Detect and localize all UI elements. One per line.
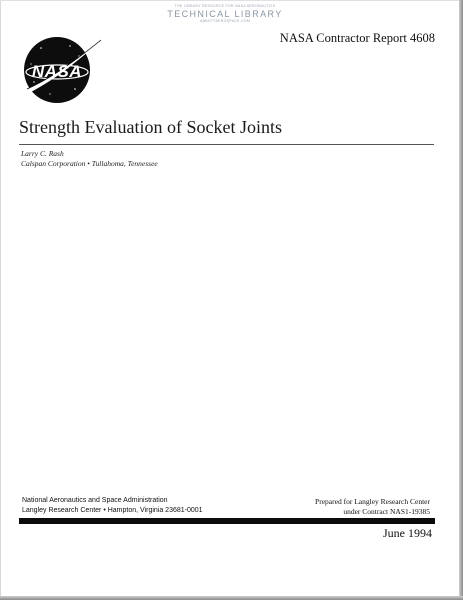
prepared-for-line: Prepared for Langley Research Center bbox=[315, 497, 430, 506]
page-edge-left bbox=[0, 0, 1, 600]
report-number: NASA Contractor Report 4608 bbox=[279, 31, 435, 45]
watermark-top-text: THE LIBRARY RESOURCE FOR NASA AERONAUTICS bbox=[174, 4, 276, 8]
title-divider bbox=[19, 144, 434, 145]
watermark-main-text: TECHNICAL LIBRARY bbox=[167, 9, 283, 19]
publisher-address: Langley Research Center • Hampton, Virginia 23681-0001 bbox=[22, 507, 203, 514]
watermark-bottom-text: ABBOTTAEROSPACE.COM bbox=[199, 19, 251, 23]
library-watermark bbox=[160, 4, 290, 24]
publication-date: June 1994 bbox=[383, 526, 432, 540]
page-edge-top bbox=[0, 0, 463, 1]
page-shadow-right bbox=[459, 0, 463, 600]
page-shadow-bottom bbox=[0, 596, 463, 600]
nasa-logo bbox=[17, 34, 105, 106]
author-affiliation: Calspan Corporation • Tullahoma, Tennessee bbox=[21, 159, 158, 168]
contract-line: under Contract NAS1-19385 bbox=[343, 507, 430, 516]
nasa-logo-text: NASA bbox=[31, 62, 83, 81]
report-title: Strength Evaluation of Socket Joints bbox=[19, 117, 282, 137]
publisher-name: National Aeronautics and Space Administration bbox=[22, 497, 168, 504]
author-name: Larry C. Rash bbox=[21, 149, 64, 158]
footer-divider bbox=[19, 518, 435, 524]
